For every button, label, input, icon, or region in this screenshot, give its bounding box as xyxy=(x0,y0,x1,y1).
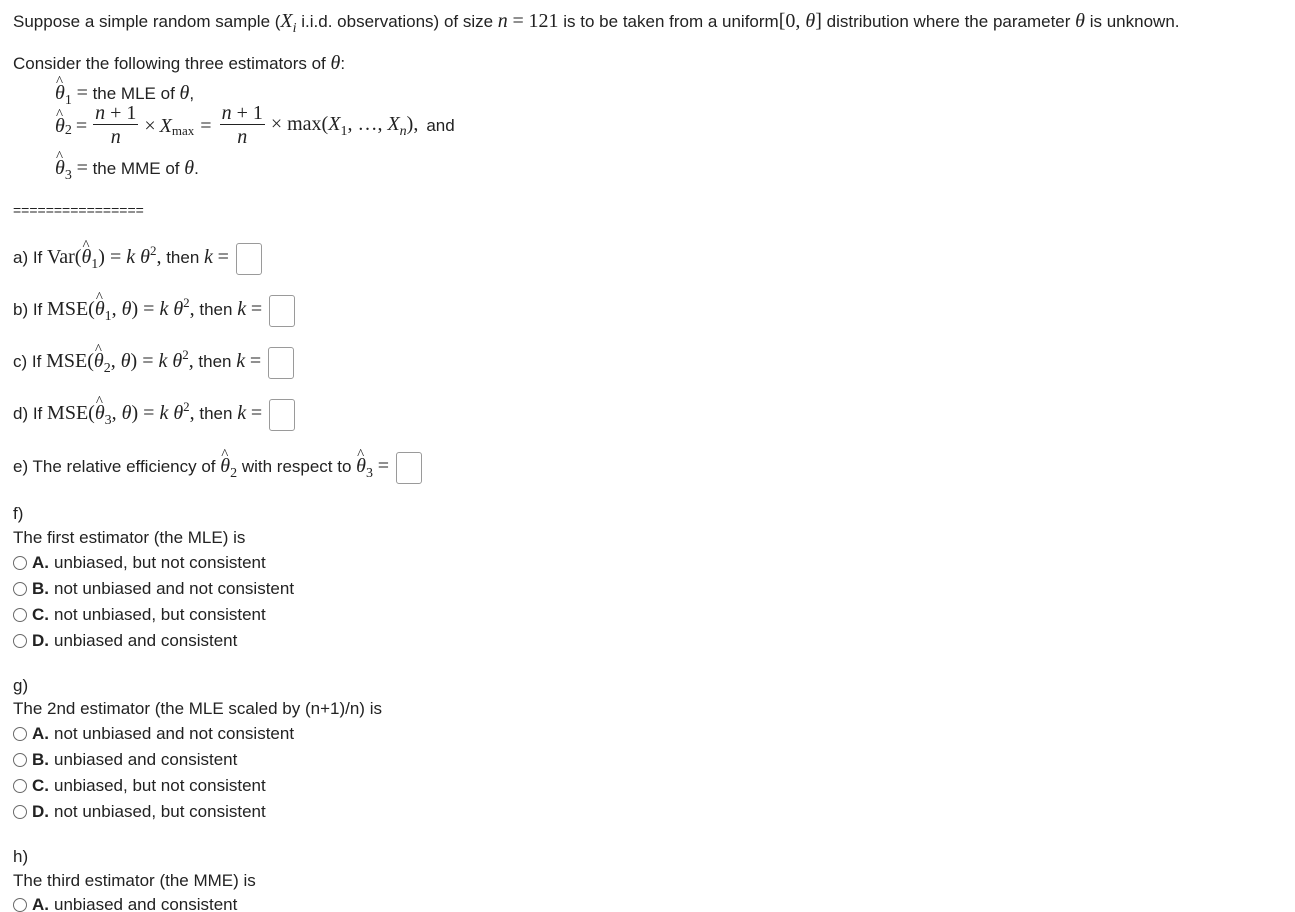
question-f-label: f) xyxy=(13,504,24,523)
question-d-then: then xyxy=(199,404,233,423)
radio-f-c[interactable] xyxy=(13,608,27,622)
question-h-text: The third estimator (the MME) is xyxy=(13,871,256,890)
answer-input-c[interactable] xyxy=(268,347,294,379)
option-g-b[interactable]: B. unbiased and consistent xyxy=(13,748,237,772)
sample-size-value: 121 xyxy=(528,10,559,32)
answer-input-e[interactable] xyxy=(396,452,422,484)
question-c-then: then xyxy=(198,352,232,371)
question-b: b) If MSE(^ $\theta_1$, θ) = k $\theta^2$, then k = xyxy=(13,293,295,328)
intro-text-1: Suppose a simple random sample ( xyxy=(13,12,281,31)
intro-text-2: i.i.d. observations) of size xyxy=(301,12,498,31)
option-f-d[interactable]: D. unbiased and consistent xyxy=(13,629,237,653)
option-f-a[interactable]: A. unbiased, but not consistent xyxy=(13,551,266,575)
question-b-then: then xyxy=(199,300,233,319)
radio-g-a[interactable] xyxy=(13,727,27,741)
option-g-d[interactable]: D. not unbiased, but consistent xyxy=(13,800,266,824)
estimator-2-tail: and xyxy=(426,115,455,135)
question-d-label: d) If xyxy=(13,404,43,423)
question-e-label: e) The relative efficiency of xyxy=(13,457,216,476)
question-e-mid: with respect to xyxy=(241,457,352,476)
question-g-label: g) xyxy=(13,676,29,695)
estimator-1-def: ^ $\theta_1$ = the MLE of θ, xyxy=(55,81,194,108)
estimator-1-text: the MLE of xyxy=(92,84,175,103)
question-g-text: The 2nd estimator (the MLE scaled by (n+1)/n) is xyxy=(13,699,382,718)
option-f-b[interactable]: B. not unbiased and not consistent xyxy=(13,577,294,601)
estimator-2-def: ^ θ 2 = $\frac{n + 1}{n}$ × X max = $\frac{n + 1}{n}$ × $\max(X_1$, …, $X_n$), and xyxy=(55,102,455,149)
question-a-then: then xyxy=(166,248,200,267)
estimator-3-def: ^ $\theta_3$ = the MME of θ. xyxy=(55,156,199,183)
intro-text-5: is unknown. xyxy=(1089,12,1180,31)
question-e: e) The relative efficiency of ^ $\theta_2$ with respect to ^ $\theta_3$ = xyxy=(13,450,422,485)
consider-text: Consider the following three estimators of xyxy=(13,54,326,73)
option-h-a[interactable]: A. unbiased and consistent xyxy=(13,893,237,912)
fraction-n-plus-1-over-n: $\frac{n + 1}{n}$ xyxy=(95,102,137,148)
fraction-n-plus-1-over-n-2: $\frac{n + 1}{n}$ xyxy=(221,102,263,148)
question-c: c) If MSE(^ $\theta_2$, θ) = k $\theta^2$, then k = xyxy=(13,345,294,380)
answer-input-b[interactable] xyxy=(269,295,295,327)
question-c-label: c) If xyxy=(13,352,42,371)
option-g-c[interactable]: C. unbiased, but not consistent xyxy=(13,774,266,798)
radio-f-a[interactable] xyxy=(13,556,27,570)
intro-text-3: is to be taken from a uniform xyxy=(563,12,779,31)
separator: ================ xyxy=(13,202,144,218)
question-d: d) If MSE(^ $\theta_3$, θ) = k $\theta^2$, then k = xyxy=(13,397,295,432)
question-a: a) If Var(^ $\theta_1) = k$ $\theta^2$, then k = xyxy=(13,241,262,276)
radio-g-b[interactable] xyxy=(13,753,27,767)
radio-f-d[interactable] xyxy=(13,634,27,648)
question-a-label: a) If xyxy=(13,248,43,267)
question-f-text: The first estimator (the MLE) is xyxy=(13,528,246,547)
radio-g-d[interactable] xyxy=(13,805,27,819)
radio-f-b[interactable] xyxy=(13,582,27,596)
radio-g-c[interactable] xyxy=(13,779,27,793)
option-f-c[interactable]: C. not unbiased, but consistent xyxy=(13,603,266,627)
estimator-3-text: the MME of xyxy=(92,159,180,178)
radio-h-a[interactable] xyxy=(13,898,27,912)
problem-intro: Suppose a simple random sample ($X_i$ i.i.d. observations) of size n = 121 is to be taken from a uniform[0, θ] distribution where the parameter θ is unknown. xyxy=(13,10,1180,36)
question-b-label: b) If xyxy=(13,300,43,319)
consider-line: Consider the following three estimators of θ: xyxy=(13,52,346,74)
answer-input-a[interactable] xyxy=(236,243,262,275)
question-h-label: h) xyxy=(13,847,29,866)
intro-text-4: distribution where the parameter xyxy=(826,12,1071,31)
option-g-a[interactable]: A. not unbiased and not consistent xyxy=(13,722,294,746)
answer-input-d[interactable] xyxy=(269,399,295,431)
